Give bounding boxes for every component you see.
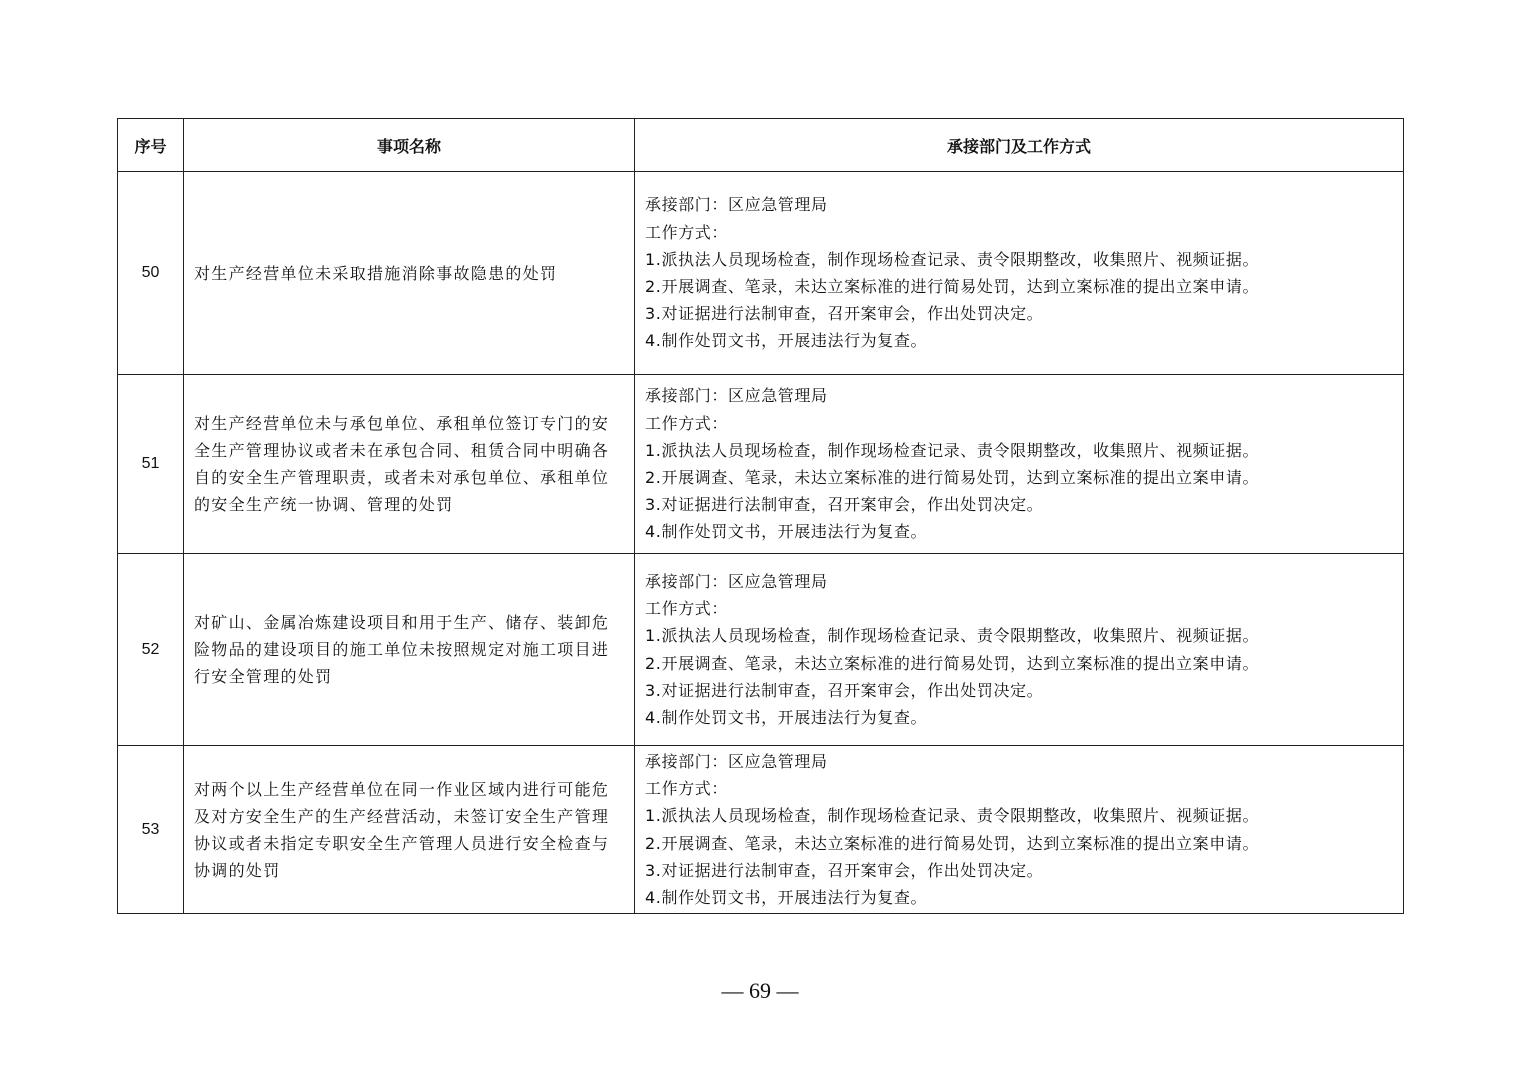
method-cell xyxy=(635,554,1404,746)
item-name-cell xyxy=(184,746,635,914)
method-label: 工作方式： xyxy=(645,222,729,242)
table-header-row xyxy=(118,119,1404,172)
row-number: 53 xyxy=(118,746,184,914)
method-cell xyxy=(635,375,1404,554)
method-label: 工作方式： xyxy=(645,413,729,433)
row-number: 52 xyxy=(118,554,184,746)
method-step: 3.对证据进行法制审查，召开案审会，作出处罚决定。 xyxy=(645,860,1044,880)
method-step: 1.派执法人员现场检查，制作现场检查记录、责令限期整改，收集照片、视频证据。 xyxy=(645,806,1260,826)
method-label: 工作方式： xyxy=(645,599,729,619)
item-name: 对两个以上生产经营单位在同一作业区域内进行可能危及对方安全生产的生产经营活动，未签订安全生产管理协议或者未指定专职安全生产管理人员进行安全检查与协调的处罚 xyxy=(194,779,610,880)
method-step: 3.对证据进行法制审查，召开案审会，作出处罚决定。 xyxy=(645,304,1044,324)
method-step: 4.制作处罚文书，开展违法行为复查。 xyxy=(645,888,928,908)
department-line: 承接部门：区应急管理局 xyxy=(645,195,828,215)
item-name: 对生产经营单位未采取措施消除事故隐患的处罚 xyxy=(194,263,558,283)
department-line: 承接部门：区应急管理局 xyxy=(645,752,828,771)
row-number: 51 xyxy=(118,375,184,554)
method-step: 2.开展调查、笔录，未达立案标准的进行简易处罚，达到立案标准的提出立案申请。 xyxy=(645,833,1260,853)
row-number: 50 xyxy=(118,172,184,375)
method-cell xyxy=(635,172,1404,375)
method-cell xyxy=(635,746,1404,914)
method-step: 1.派执法人员现场检查，制作现场检查记录、责令限期整改，收集照片、视频证据。 xyxy=(645,440,1260,460)
items-table xyxy=(117,118,1404,914)
method-step: 4.制作处罚文书，开展违法行为复查。 xyxy=(645,331,928,351)
method-step: 2.开展调查、笔录，未达立案标准的进行简易处罚，达到立案标准的提出立案申请。 xyxy=(645,653,1260,673)
table-row xyxy=(118,746,1404,914)
item-name-cell xyxy=(184,554,635,746)
method-step: 4.制作处罚文书，开展违法行为复查。 xyxy=(645,707,928,727)
method-step: 2.开展调查、笔录，未达立案标准的进行简易处罚，达到立案标准的提出立案申请。 xyxy=(645,468,1260,487)
department-line: 承接部门：区应急管理局 xyxy=(645,386,828,406)
department-line: 承接部门：区应急管理局 xyxy=(645,571,828,591)
item-name: 对生产经营单位未与承包单位、承租单位签订专门的安全生产管理协议或者未在承包合同、租赁合同中明确各自的安全生产管理职责，或者未对承包单位、承租单位的安全生产统一协调、管理的处罚 xyxy=(194,414,610,514)
header-method: 承接部门及工作方式 xyxy=(635,119,1404,172)
method-step: 3.对证据进行法制审查，召开案审会，作出处罚决定。 xyxy=(645,495,1044,515)
method-label: 工作方式： xyxy=(645,779,729,799)
method-step: 2.开展调查、笔录，未达立案标准的进行简易处罚，达到立案标准的提出立案申请。 xyxy=(645,277,1260,296)
method-step: 1.派执法人员现场检查，制作现场检查记录、责令限期整改，收集照片、视频证据。 xyxy=(645,626,1260,646)
method-step: 3.对证据进行法制审查，召开案审会，作出处罚决定。 xyxy=(645,680,1044,700)
header-name: 事项名称 xyxy=(184,119,635,172)
table-row xyxy=(118,172,1404,375)
table-row xyxy=(118,375,1404,554)
method-step: 4.制作处罚文书，开展违法行为复查。 xyxy=(645,522,928,542)
table-row xyxy=(118,554,1404,746)
method-step: 1.派执法人员现场检查，制作现场检查记录、责令限期整改，收集照片、视频证据。 xyxy=(645,249,1260,269)
header-no: 序号 xyxy=(118,119,184,172)
item-name-cell xyxy=(184,375,635,554)
item-name-cell xyxy=(184,172,635,375)
page-number: — 69 — xyxy=(721,978,799,1003)
item-name: 对矿山、金属冶炼建设项目和用于生产、储存、装卸危险物品的建设项目的施工单位未按照规定对施工项目进行安全管理的处罚 xyxy=(194,613,610,686)
